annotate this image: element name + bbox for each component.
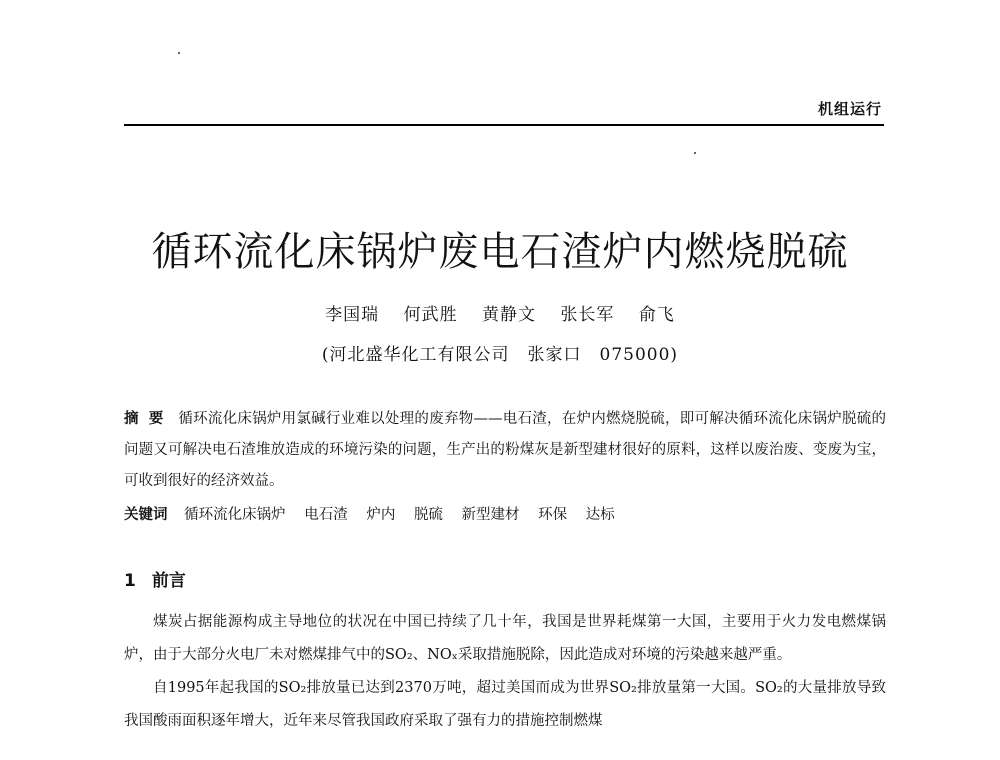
scan-speck xyxy=(694,152,696,154)
keywords xyxy=(124,500,886,531)
paper-title: 循环流化床锅炉废电石渣炉内燃烧脱硫 xyxy=(151,229,849,275)
keywords-label: 关键词 xyxy=(124,507,168,523)
author-name: 何武胜 xyxy=(403,305,458,325)
section-heading xyxy=(124,566,186,591)
header-rule xyxy=(124,124,884,126)
author-name: 俞飞 xyxy=(638,305,675,325)
author-list xyxy=(0,300,1000,325)
author-affiliation: (河北盛华化工有限公司 张家口 075000) xyxy=(321,345,679,365)
scan-speck xyxy=(178,52,180,54)
paragraph: 自1995年起我国的SO₂排放量已达到2370万吨，超过美国而成为世界SO₂排放量第一大国。SO₂的大量排放导致我国酸雨面积逐年增大，近年来尽管我国政府采取了强有力的措施控制燃煤 xyxy=(124,680,886,729)
keyword: 新型建材 xyxy=(461,507,520,523)
author-name: 张长军 xyxy=(560,305,615,325)
abstract-label: 摘要 xyxy=(124,411,174,427)
section-number: 1 xyxy=(124,571,136,591)
paragraph: 煤炭占据能源构成主导地位的状况在中国已持续了几十年，我国是世界耗煤第一大国，主要用于火力发电燃煤锅炉，由于大部分火电厂未对燃煤排气中的SO₂、NOₓ采取措施脱除，因此造成对环境的污染越来越严重。 xyxy=(124,614,886,663)
keyword: 电石渣 xyxy=(304,507,348,523)
body-text xyxy=(124,606,886,738)
abstract xyxy=(124,404,886,497)
abstract-text: 循环流化床锅炉用氯碱行业难以处理的废弃物——电石渣，在炉内燃烧脱硫，即可解决循环流化床锅炉脱硫的问题又可解决电石渣堆放造成的环境污染的问题，生产出的粉煤灰是新型建材很好的原料，这样以废治废、变废为宝，可收到很好的经济效益。 xyxy=(124,411,887,489)
author-name: 李国瑞 xyxy=(325,305,380,325)
section-title: 前言 xyxy=(151,571,186,591)
keyword: 循环流化床锅炉 xyxy=(184,507,286,523)
running-header: 机组运行 xyxy=(817,100,882,118)
keyword: 脱硫 xyxy=(413,507,443,523)
keyword: 环保 xyxy=(538,507,568,523)
keyword: 炉内 xyxy=(366,507,396,523)
author-name: 黄静文 xyxy=(482,305,536,325)
keyword: 达标 xyxy=(585,507,615,523)
